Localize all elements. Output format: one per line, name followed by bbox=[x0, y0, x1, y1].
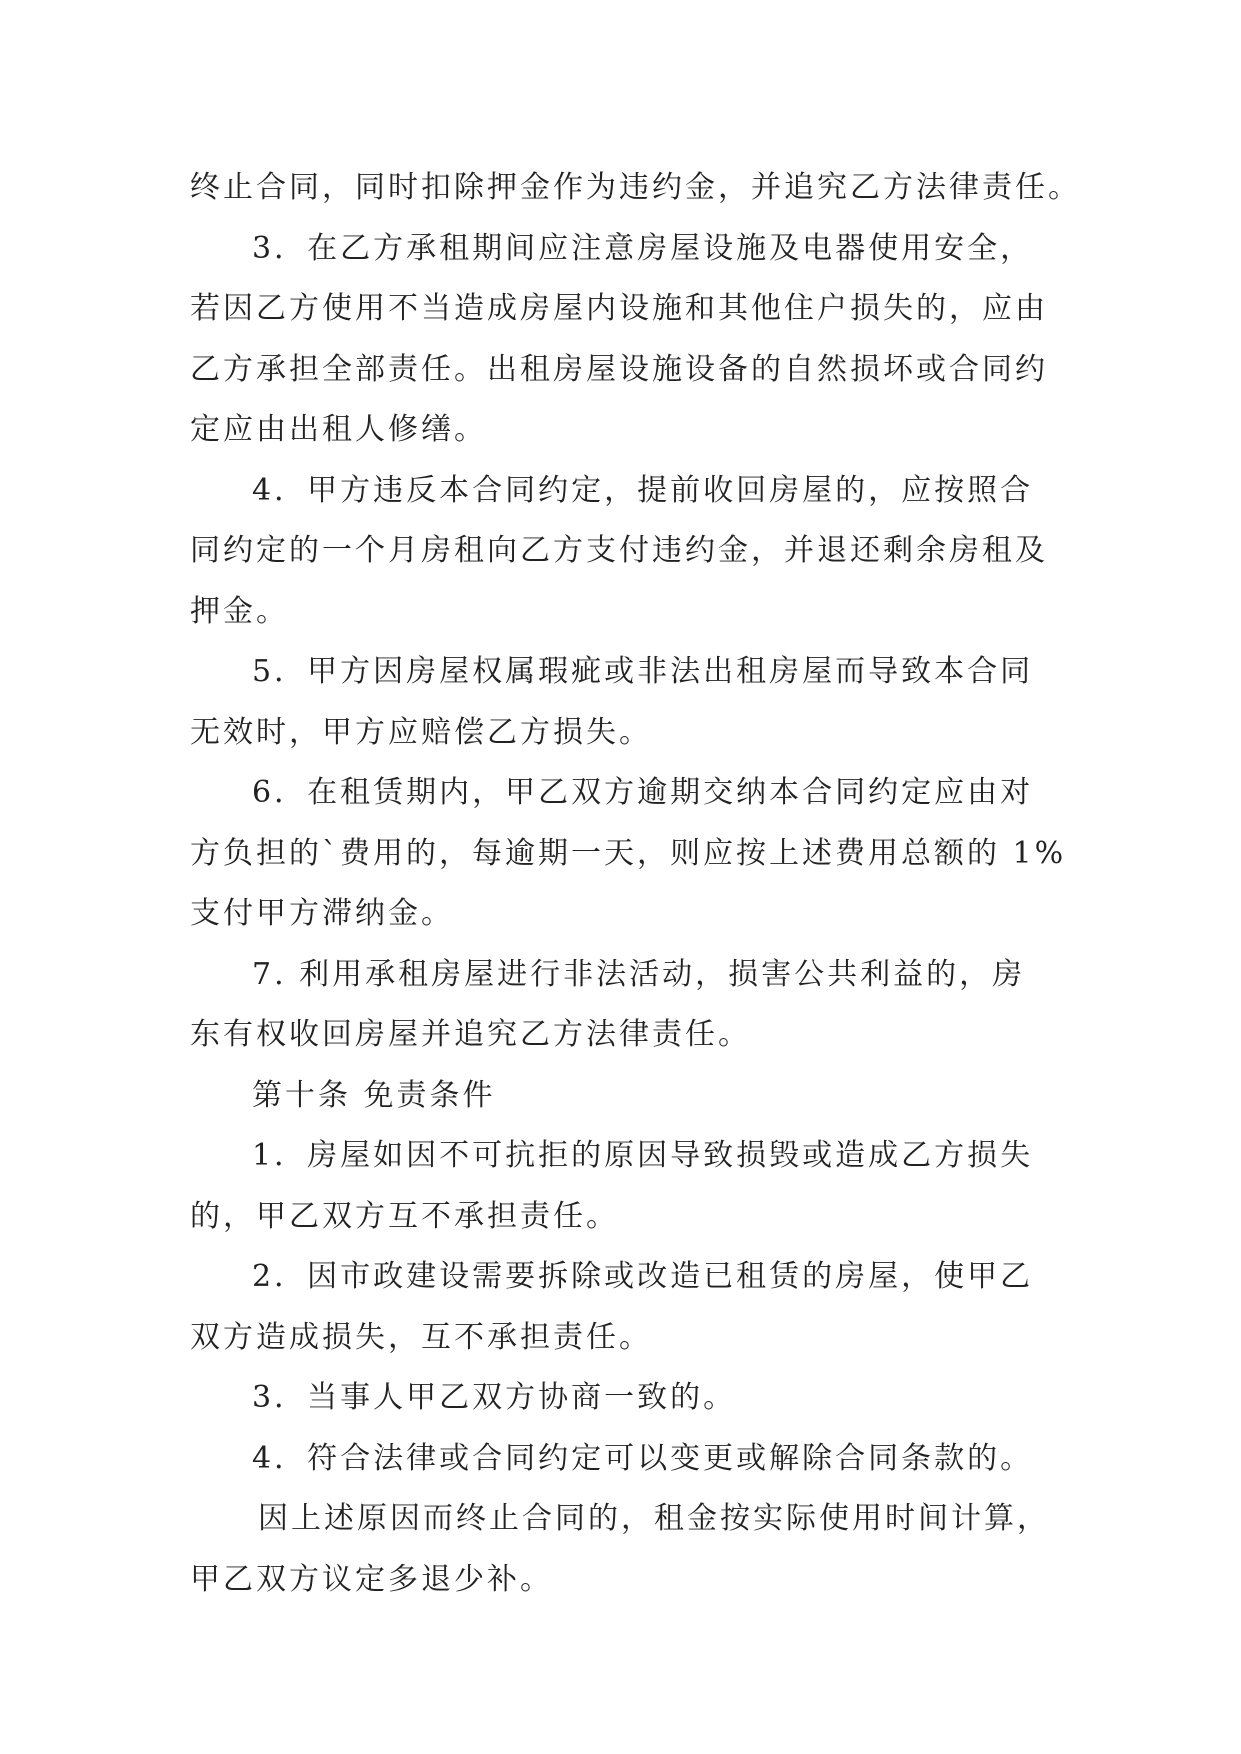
clause-line: 7. 利用承租房屋进行非法活动，损害公共利益的，房 bbox=[252, 956, 1026, 992]
text-line: 押金。 bbox=[190, 593, 289, 629]
clause-line: 2．因市政建设需要拆除或改造已租赁的房屋，使甲乙 bbox=[252, 1259, 1034, 1294]
text-line: 方负担的`费用的，每逾期一天，则应按上述费用总额的 1% bbox=[190, 835, 1067, 871]
paragraph-line: 因上述原因而终止合同的，租金按实际使用时间计算， bbox=[258, 1501, 1050, 1536]
text-line: 无效时，甲方应赔偿乙方损失。 bbox=[190, 714, 652, 750]
text-line: 的，甲乙双方互不承担责任。 bbox=[190, 1198, 619, 1234]
text-line: 终止合同，同时扣除押金作为违约金，并追究乙方法律责任。 bbox=[190, 170, 1081, 205]
clause-line: 6．在租赁期内，甲乙双方逾期交纳本合同约定应由对 bbox=[252, 775, 1034, 810]
clause-line: 4．符合法律或合同约定可以变更或解除合同条款的。 bbox=[252, 1440, 1034, 1476]
document-body bbox=[190, 158, 1081, 1610]
clause-line: 3．在乙方承租期间应注意房屋设施及电器使用安全， bbox=[252, 230, 1034, 266]
text-line: 东有权收回房屋并追究乙方法律责任。 bbox=[190, 1017, 751, 1052]
text-line: 同约定的一个月房租向乙方支付违约金，并退还剩余房租及 bbox=[190, 533, 1048, 568]
clause-line: 3．当事人甲乙双方协商一致的。 bbox=[252, 1380, 737, 1415]
text-line: 若因乙方使用不当造成房屋内设施和其他住户损失的，应由 bbox=[190, 291, 1048, 326]
text-line: 乙方承担全部责任。出租房屋设施设备的自然损坏或合同约 bbox=[190, 351, 1048, 387]
clause-line: 5．甲方因房屋权属瑕疵或非法出租房屋而导致本合同 bbox=[252, 654, 1034, 689]
text-line: 支付甲方滞纳金。 bbox=[190, 896, 454, 931]
clause-line: 1．房屋如因不可抗拒的原因导致损毁或造成乙方损失 bbox=[252, 1138, 1034, 1173]
text-line: 定应由出租人修缮。 bbox=[190, 412, 487, 447]
section-heading: 第十条 免责条件 bbox=[252, 1077, 496, 1113]
text-line: 双方造成损失，互不承担责任。 bbox=[190, 1319, 652, 1355]
text-line: 甲乙双方议定多退少补。 bbox=[190, 1561, 553, 1597]
clause-line: 4．甲方违反本合同约定，提前收回房屋的，应按照合 bbox=[252, 472, 1034, 508]
